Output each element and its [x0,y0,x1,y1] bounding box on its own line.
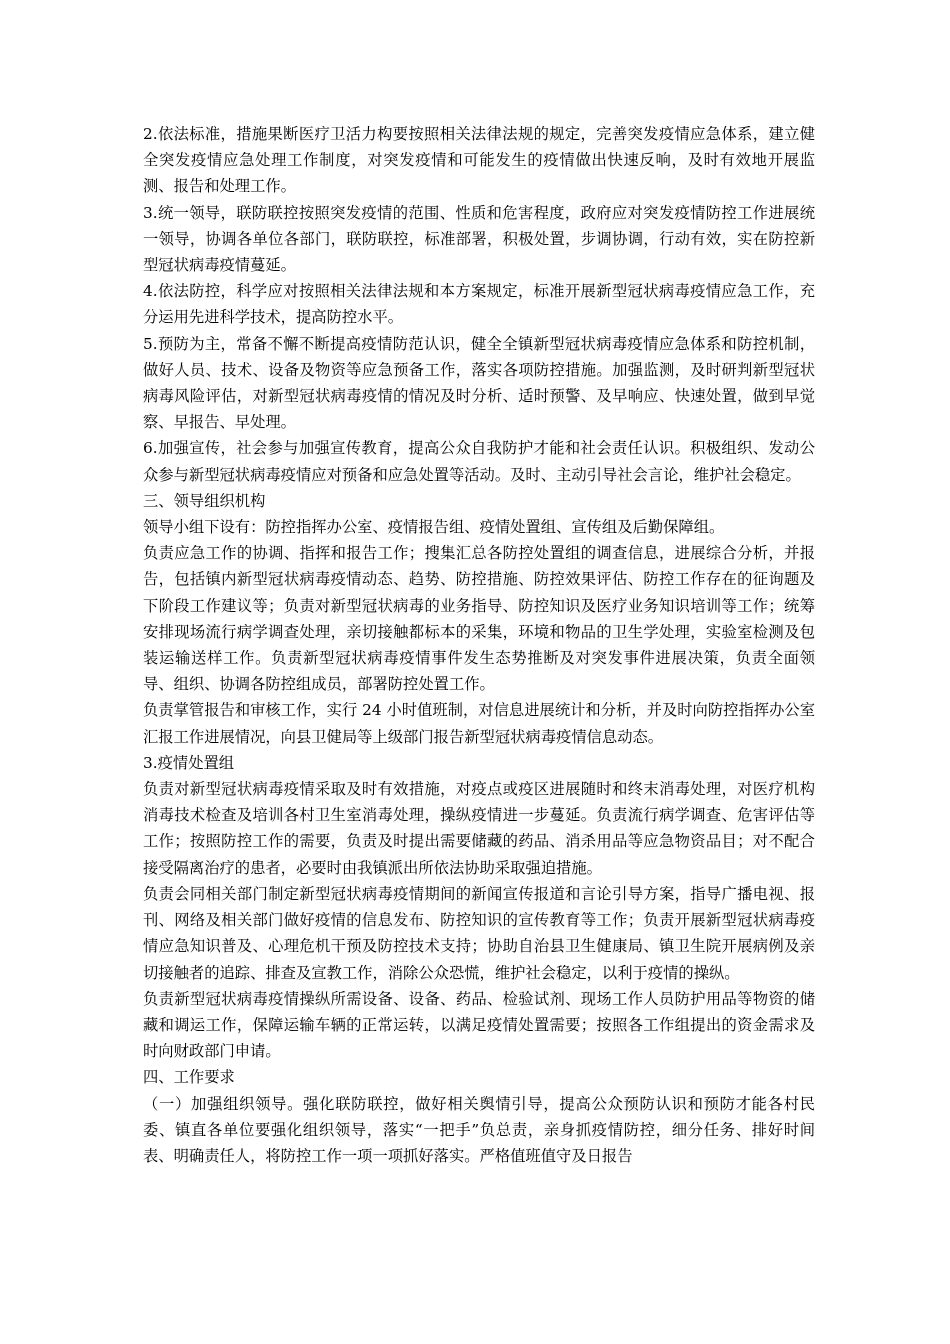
section-heading-leadership: 三、领导组织机构 [143,491,266,510]
document-body [143,121,815,1169]
paragraph-report-group: 负责掌管报告和审核工作，实行 24 小时值班制，对信息进展统计和分析，并及时向防控指挥办公室汇报工作进展情况，向县卫健局等上级部门报告新型冠状病毒疫情信息动态。 [143,701,815,746]
paragraph-publicity-group: 负责会同相关部门制定新型冠状病毒疫情期间的新闻宣传报道和言论引导方案，指导广播电视、报刊、网络及相关部门做好疫情的信息发布、防控知识的宣传教育等工作；负责开展新型冠状病毒疫情应急知识普及、心理危机干预及防控技术支持；协助自治县卫生健康局、镇卫生院开展病例及亲切接触者的追踪、排查及宣教工作，消除公众恐慌，维护社会稳定，以利于疫情的操纵。 [143,884,815,982]
paragraph-requirement-1: （一）加强组织领导。强化联防联控，做好相关舆情引导，提高公众预防认识和预防才能各村民委、镇直各单位要强化组织领导，落实“一把手”负总责，亲身抓疫情防控，细分任务、排好时间表、明确责任人，将防控工作一项一项抓好落实。严格值班值守及日报告 [143,1094,815,1165]
paragraph-principle-4: 4.依法防控，科学应对按照相关法律法规和本方案规定，标准开展新型冠状病毒疫情应急工作，充分运用先进科学技术，提高防控水平。 [143,282,815,327]
paragraph-principle-2: 2.依法标准，措施果断医疗卫活力构要按照相关法律法规的规定，完善突发疫情应急体系，建立健全突发疫情应急处理工作制度，对突发疫情和可能发生的疫情做出快速反响，及时有效地开展监测、报告和处理工作。 [143,125,815,196]
paragraph-disposal-group: 负责对新型冠状病毒疫情采取及时有效措施，对疫点或疫区进展随时和终末消毒处理，对医疗机构消毒技术检查及培训各村卫生室消毒处理，操纵疫情进一步蔓延。负责流行病学调查、危害评估等工作；按照防控工作的需要，负责及时提出需要储藏的药品、消杀用品等应急物资品目；对不配合接受隔离治疗的患者，必要时由我镇派出所依法协助采取强迫措施。 [143,780,815,877]
paragraph-group-setup: 领导小组下设有：防控指挥办公室、疫情报告组、疫情处置组、宣传组及后勤保障组。 [143,518,725,537]
paragraph-command-office: 负责应急工作的协调、指挥和报告工作；搜集汇总各防控处置组的调查信息，进展综合分析，并报告，包括镇内新型冠状病毒疫情动态、趋势、防控措施、防控效果评估、防控工作存在的征询题及下阶段工作建议等；负责对新型冠状病毒的业务指导、防控知识及医疗业务知识培训等工作；统筹安排现场流行病学调查处理，亲切接触都标本的采集，环境和物品的卫生学处理，实验室检测及包装运输送样工作。负责新型冠状病毒疫情事件发生态势推断及对突发事件进展决策，负责全面领导、组织、协调各防控组成员，部署防控处置工作。 [143,544,815,694]
paragraph-principle-6: 6.加强宣传，社会参与加强宣传教育，提高公众自我防护才能和社会责任认识。积极组织、发动公众参与新型冠状病毒疫情应对预备和应急处置等活动。及时、主动引导社会言论，维护社会稳定。 [143,439,815,484]
paragraph-principle-3: 3.统一领导，联防联控按照突发疫情的范围、性质和危害程度，政府应对突发疫情防控工作进展统一领导，协调各单位各部门，联防联控，标准部署，积极处置，步调协调，行动有效，实在防控新型冠状病毒疫情蔓延。 [143,203,815,275]
paragraph-principle-5: 5.预防为主，常备不懈不断提高疫情防范认识，健全全镇新型冠状病毒疫情应急体系和防控机制，做好人员、技术、设备及物资等应急预备工作，落实各项防控措施。加强监测，及时研判新型冠状病毒风险评估，对新型冠状病毒疫情的情况及时分析、适时预警、及早响应、快速处置，做到早觉察、早报告、早处理。 [143,334,815,432]
section-heading-requirements: 四、工作要求 [143,1068,235,1087]
subheading-disposal-group: 3.疫情处置组 [143,753,235,772]
paragraph-logistics-group: 负责新型冠状病毒疫情操纵所需设备、设备、药品、检验试剂、现场工作人员防护用品等物资的储藏和调运工作，保障运输车辆的正常运转，以满足疫情处置需要；按照各工作组提出的资金需求及时向财政部门申请。 [143,989,815,1061]
